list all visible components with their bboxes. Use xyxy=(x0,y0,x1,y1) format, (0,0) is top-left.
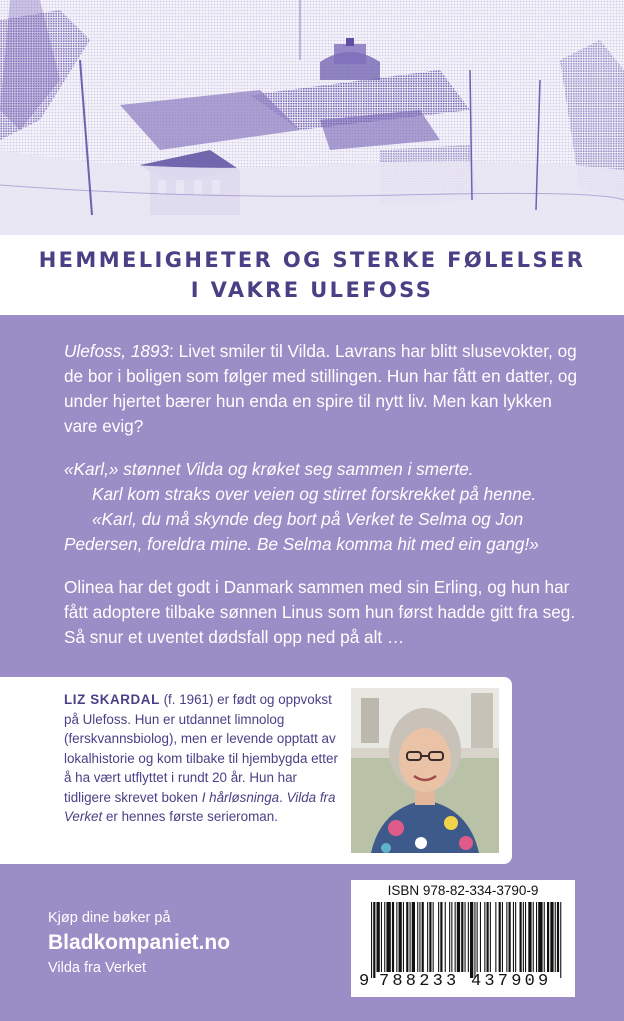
barcode-bar xyxy=(477,902,478,972)
cover-illustration xyxy=(0,0,624,235)
barcode-bar xyxy=(557,902,559,972)
barcode-bar xyxy=(468,902,469,972)
barcode-bar xyxy=(399,902,402,972)
blurb-quote-line-3: «Karl, du må skynde deg bort på Verket te Selma og Jon Pedersen, foreldra mine. Be Selma komma hit med ein gang!» xyxy=(64,509,539,554)
author-bio-part-1: (f. 1961) er født og oppvokst på Ulefoss. Hun er utdannet limnolog (ferskvannsbiolog), men er levende opptatt av lokalhistorie og kom tilbake til hjembygda etter å ha vært utflyttet i rundt 20 år. Hun har tidligere skrevet boken xyxy=(64,692,338,805)
barcode-bar xyxy=(520,902,522,972)
barcode-box xyxy=(351,880,575,997)
barcode-bar xyxy=(544,902,545,972)
barcode-bar xyxy=(465,902,466,972)
barcode-bar xyxy=(427,902,428,972)
barcode-bar xyxy=(487,902,489,972)
barcode-bar xyxy=(406,902,408,972)
barcode-bar xyxy=(509,902,511,972)
barcode-bar xyxy=(538,902,542,972)
blurb-quote-line-1: «Karl,» stønnet Vilda og krøket seg sammen i smerte. xyxy=(64,459,474,479)
barcode-bar xyxy=(525,902,526,972)
barcode-bar xyxy=(445,902,446,972)
blurb-paragraph-1 xyxy=(64,339,584,439)
barcode-bar xyxy=(470,902,473,978)
barcode-bar xyxy=(461,902,463,972)
barcode-digit-first: 9 xyxy=(359,972,370,991)
blurb-paragraph-3: Olinea har det godt i Danmark sammen med sin Erling, og hun har fått adoptere tilbake sønnen Linus som hun først hadde gitt fra seg. Så snur et uventet dødsfall opp ned på alt … xyxy=(64,577,576,647)
barcode-bar xyxy=(533,902,534,972)
blurb-text xyxy=(64,339,584,668)
shop-line-1: Kjøp dine bøker på xyxy=(48,910,171,926)
barcode-bar xyxy=(412,902,415,972)
barcode-bar xyxy=(457,902,460,972)
barcode-bar xyxy=(506,902,507,972)
barcode-bar xyxy=(495,902,496,972)
barcode-bar xyxy=(455,902,456,972)
barcode-bar xyxy=(555,902,556,972)
barcode-bar xyxy=(438,902,439,972)
book-title: Vilda fra Verket xyxy=(48,960,147,976)
barcode-digits-right: 437909 xyxy=(471,972,552,991)
barcode-bar xyxy=(384,902,385,972)
barcode-bar xyxy=(377,902,380,972)
author-bio xyxy=(64,690,339,827)
barcode-bar xyxy=(422,902,424,972)
barcode-bar xyxy=(474,902,475,978)
barcode-bar xyxy=(547,902,549,972)
author-photo xyxy=(351,688,499,853)
isbn-label: ISBN 978-82-334-3790-9 xyxy=(387,883,539,898)
barcode-bar xyxy=(502,902,503,972)
barcode-bar xyxy=(403,902,404,972)
author-book-1: I hårløsninga xyxy=(201,789,280,805)
barcode-bar xyxy=(396,902,397,972)
barcode-bar xyxy=(560,902,561,978)
blurb-paragraph-1-rest: : Livet smiler til Vilda. Lavrans har blitt slusevokter, og de bor i boligen som følger med stillingen. Hun har fått en datter, og under hjertet bærer hun enda en spire til nytt liv. Men kan lykken vare evig? xyxy=(64,341,578,436)
barcode-digits-left: 788233 xyxy=(379,972,460,991)
barcode-bar xyxy=(373,902,375,978)
headline xyxy=(0,235,624,315)
shop-info xyxy=(48,908,230,978)
barcode-bar xyxy=(484,902,485,972)
barcode-bar xyxy=(381,902,382,972)
shop-website-link[interactable]: Bladkompaniet.no xyxy=(48,931,231,954)
blurb-quote xyxy=(64,457,584,557)
blurb-quote-line-2: Karl kom straks over veien og stirret forskrekket på henne. xyxy=(92,484,537,504)
barcode-bar xyxy=(371,902,372,978)
barcode-bar xyxy=(480,902,481,972)
barcode-bar xyxy=(550,902,553,972)
author-book-2: Vilda fra Verket xyxy=(64,789,336,824)
barcode-bar xyxy=(490,902,491,972)
barcode-bar xyxy=(536,902,537,972)
barcode-bar xyxy=(523,902,524,972)
barcode-bar xyxy=(386,902,390,972)
barcode-bar xyxy=(515,902,516,972)
author-bio-part-3: er hennes første serieroman. xyxy=(102,809,278,824)
barcode-bar xyxy=(417,902,418,972)
barcode-bar xyxy=(513,902,514,972)
author-bio-part-2: . xyxy=(279,789,287,805)
headline-line-2: I VAKRE ULEFOSS xyxy=(190,278,434,302)
barcode-bar xyxy=(419,902,420,972)
blurb-place-date: Ulefoss, 1893 xyxy=(64,341,170,361)
barcode-bar xyxy=(433,902,434,972)
barcode-bar xyxy=(392,902,394,972)
barcode-bar xyxy=(410,902,411,972)
headline-line-1: HEMMELIGHETER OG STERKE FØLELSER xyxy=(38,248,586,272)
barcode-bar xyxy=(449,902,450,972)
barcode-bar xyxy=(429,902,431,972)
barcode-bar xyxy=(528,902,531,972)
barcode-bar xyxy=(499,902,501,972)
author-name: LIZ SKARDAL xyxy=(64,692,160,707)
barcode-bar xyxy=(451,902,452,972)
barcode-bar xyxy=(440,902,442,972)
